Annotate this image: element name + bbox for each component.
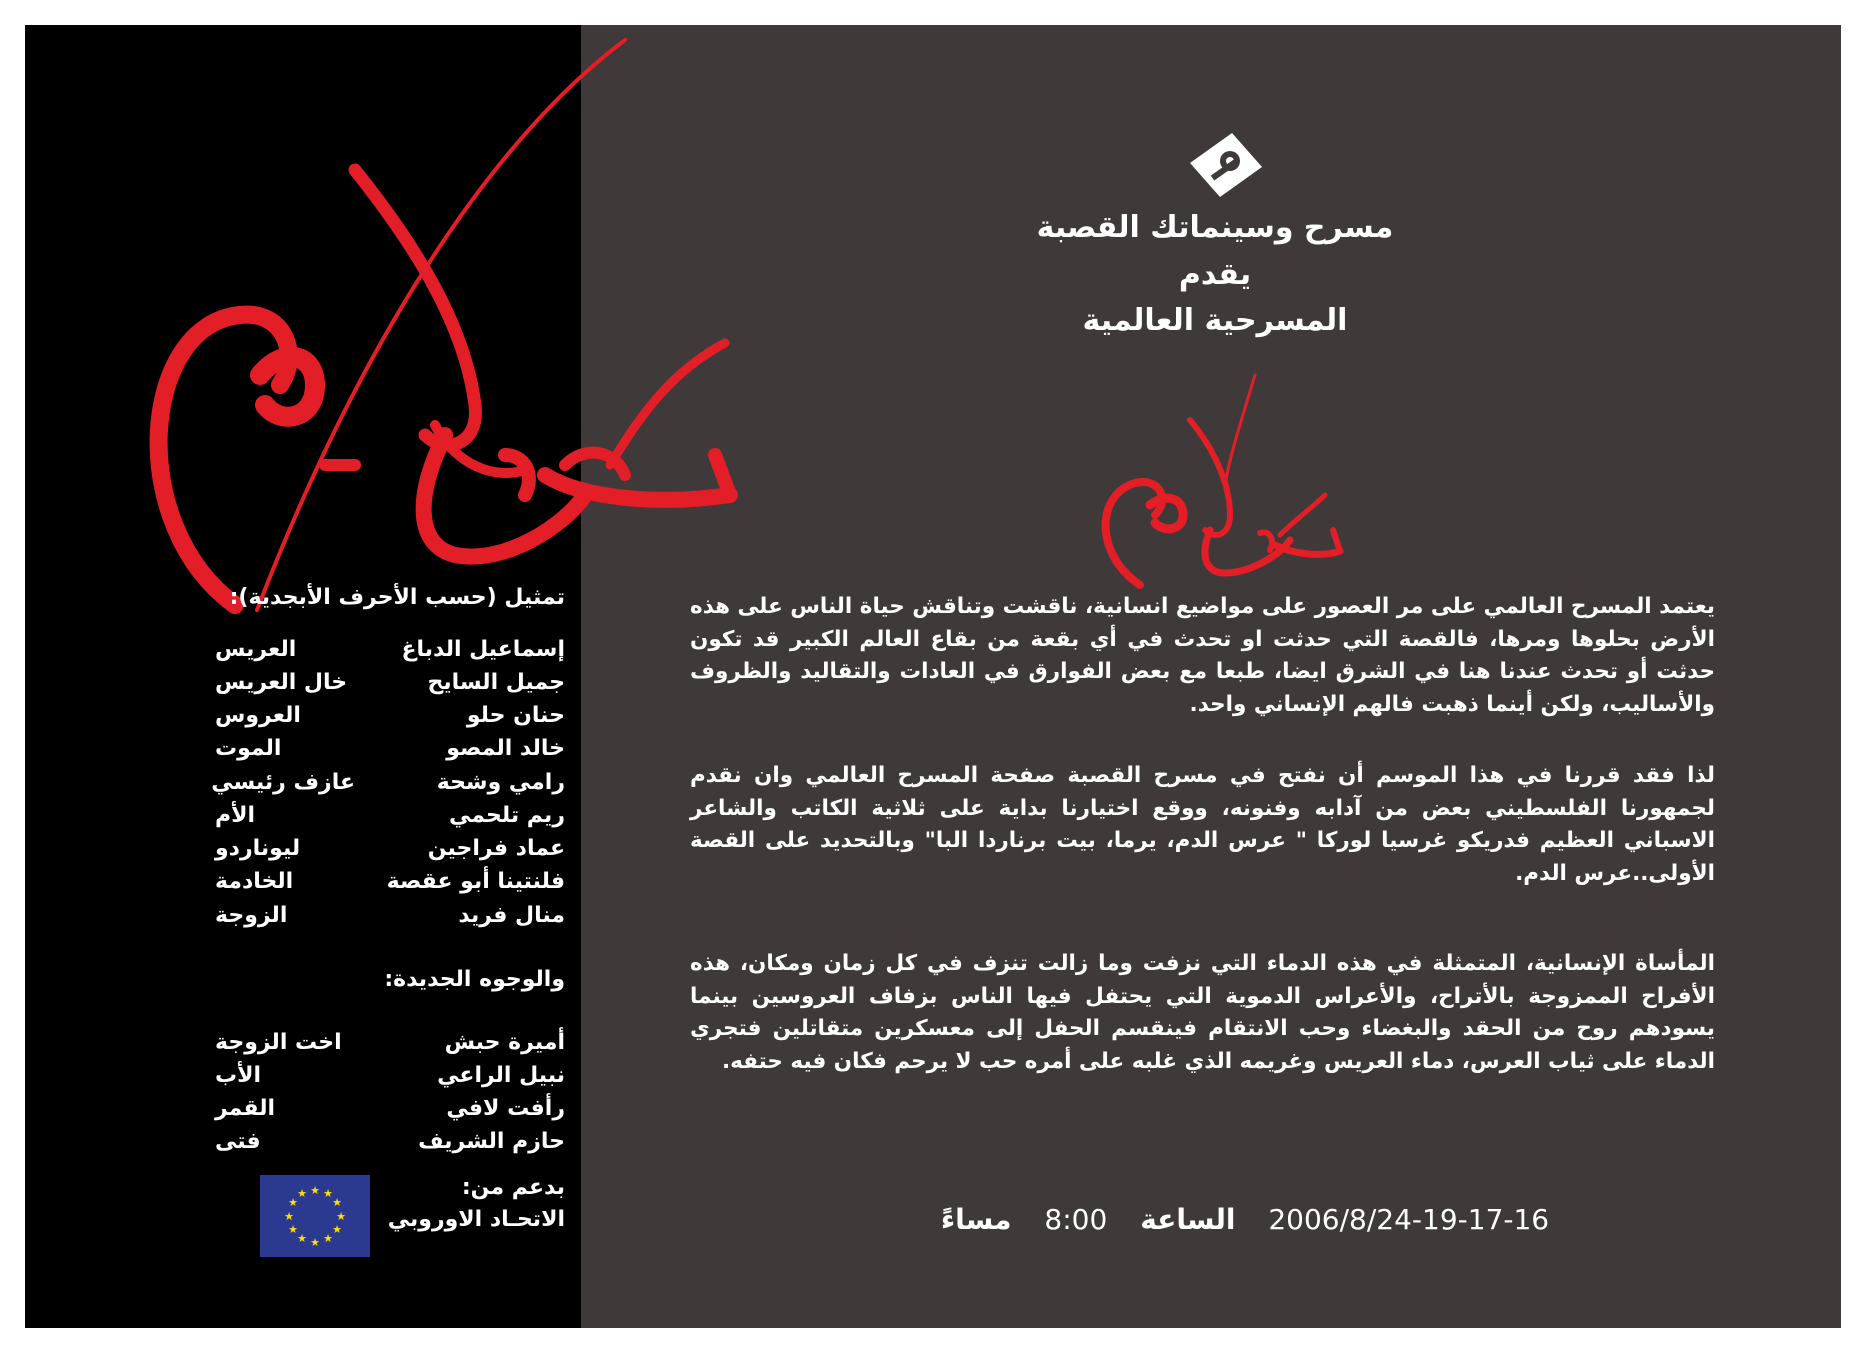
cast-row — [215, 836, 565, 868]
cast-role: خال العريس — [215, 670, 348, 695]
season-paragraph: لذا فقد قررنا في هذا الموسم أن نفتح في مسرح القصبة صفحة المسرح العالمي وان نقدم لجمهورنا الفلسطيني بعض من آدابه وفنونه، ووقع اختيارنا بداية على ثلاثية الكاتب والشاعر الاسباني العظيم فدريكو غرسيا لوركا " عرس الدم، يرما، بيت برناردا البا" وبالتحديد على القصة الأولى..عرس الدم. — [690, 763, 1715, 886]
cast-role: ليوناردو — [215, 836, 301, 861]
cast-row — [215, 803, 565, 835]
cast-role: القمر — [215, 1096, 276, 1121]
poster — [25, 25, 1841, 1328]
new-face-row — [215, 1096, 565, 1128]
time-label: الساعة — [1140, 1203, 1236, 1236]
svg-text:★: ★ — [310, 1236, 320, 1249]
support-label: بدعم من: — [461, 1175, 565, 1200]
svg-text:★: ★ — [297, 1187, 307, 1200]
cast-actor: رأفت لافي — [446, 1096, 565, 1121]
presents-label: يقدم — [1178, 257, 1252, 292]
new-faces-heading: والوجوه الجديدة: — [384, 967, 565, 992]
cast-role: العروس — [215, 703, 301, 728]
cast-role: الأب — [215, 1063, 262, 1088]
cast-role: عازف رئيسي — [211, 770, 355, 795]
time-period: مساءً — [940, 1203, 1012, 1236]
svg-text:★: ★ — [336, 1210, 346, 1223]
tragedy-paragraph: المأساة الإنسانية، المتمثلة في هذه الدماء التي نزفت وما زالت تنزف في كل زمان ومكان، هذه الأفراح الممزوجة بالأتراح، والأعراس الدموية التي يحتفل فيها الناس بزفاف العروسين بينما يسودهم روح من الحقد والبغضاء وحب الانتقام فينقسم الحفل إلى معسكرين متقاتلين فتجري الدماء على ثياب العرس، دماء العريس وغريمه الذي غلبه على أمره حب لا يرحم فكان فيه حتفه. — [690, 951, 1715, 1074]
cast-actor: أميرة حبش — [444, 1030, 565, 1055]
svg-text:★: ★ — [332, 1223, 342, 1236]
cast-actor: ريم تلحمي — [449, 803, 565, 828]
cast-actor: فلنتينا أبو عقصة — [386, 869, 565, 894]
cast-role: الخادمة — [215, 869, 294, 894]
support-name: الاتحـاد الاوروبي — [387, 1207, 565, 1232]
cast-role: اخت الزوجة — [215, 1030, 342, 1055]
cast-role: الأم — [215, 803, 256, 828]
cast-actor: إسماعيل الدباغ — [401, 637, 565, 662]
cast-row — [215, 670, 565, 702]
cast-row — [215, 637, 565, 669]
eu-flag-icon — [260, 1175, 370, 1257]
cast-actor: عماد فراجين — [427, 836, 565, 861]
cast-heading: تمثيل (حسب الأحرف الأبجدية): — [229, 585, 565, 610]
cast-role: فتى — [215, 1129, 261, 1154]
cast-role: الموت — [215, 736, 282, 761]
cast-actor: منال فريد — [458, 903, 565, 928]
cast-actor: نبيل الراعي — [437, 1063, 565, 1088]
svg-text:★: ★ — [323, 1187, 333, 1200]
cast-row — [215, 703, 565, 735]
svg-text:★: ★ — [288, 1196, 298, 1209]
performance-dates: 2006/8/24-19-17-16 — [1268, 1203, 1550, 1236]
cast-actor: خالد المصو — [446, 736, 565, 761]
performance-time: 8:00 — [1044, 1203, 1108, 1236]
cast-row — [215, 903, 565, 935]
cast-actor: جميل السايح — [427, 670, 565, 695]
cast-row — [215, 869, 565, 901]
cast-role: الزوجة — [215, 903, 288, 928]
svg-text:★: ★ — [288, 1223, 298, 1236]
presenter-name: مسرح وسينماتك القصبة — [1036, 210, 1394, 245]
new-face-row — [215, 1030, 565, 1062]
play-type-label: المسرحية العالمية — [1082, 303, 1348, 338]
cast-row — [211, 770, 565, 802]
svg-text:★: ★ — [297, 1232, 307, 1245]
cast-actor: حنان حلو — [466, 703, 565, 728]
qasaba-logo-icon — [1180, 125, 1270, 205]
cast-role: العريس — [215, 637, 297, 662]
intro-paragraph: يعتمد المسرح العالمي على مر العصور على مواضيع انسانية، ناقشت وتناقش حياة الناس على هذه الأرض بحلوها ومرها، فالقصة التي حدثت او تحدث في أي بقعة من بقاع العالم الكبير قد تكون حدثت أو تحدث عندنا هنا في الشرق ايضا، طبعا مع بعض الفوارق في العادات والتقاليد والظروف والأساليب، ولكن أينما ذهبت فالهم الإنساني واحد. — [690, 594, 1715, 717]
new-face-row — [215, 1063, 565, 1095]
cast-actor: رامي وشحة — [436, 770, 565, 795]
svg-text:★: ★ — [310, 1184, 320, 1197]
cast-actor: حازم الشريف — [418, 1129, 565, 1154]
performance-schedule — [905, 1203, 1585, 1236]
new-face-row — [215, 1129, 565, 1161]
cast-row — [215, 736, 565, 768]
svg-text:★: ★ — [323, 1232, 333, 1245]
svg-text:★: ★ — [332, 1196, 342, 1209]
svg-text:★: ★ — [284, 1210, 294, 1223]
